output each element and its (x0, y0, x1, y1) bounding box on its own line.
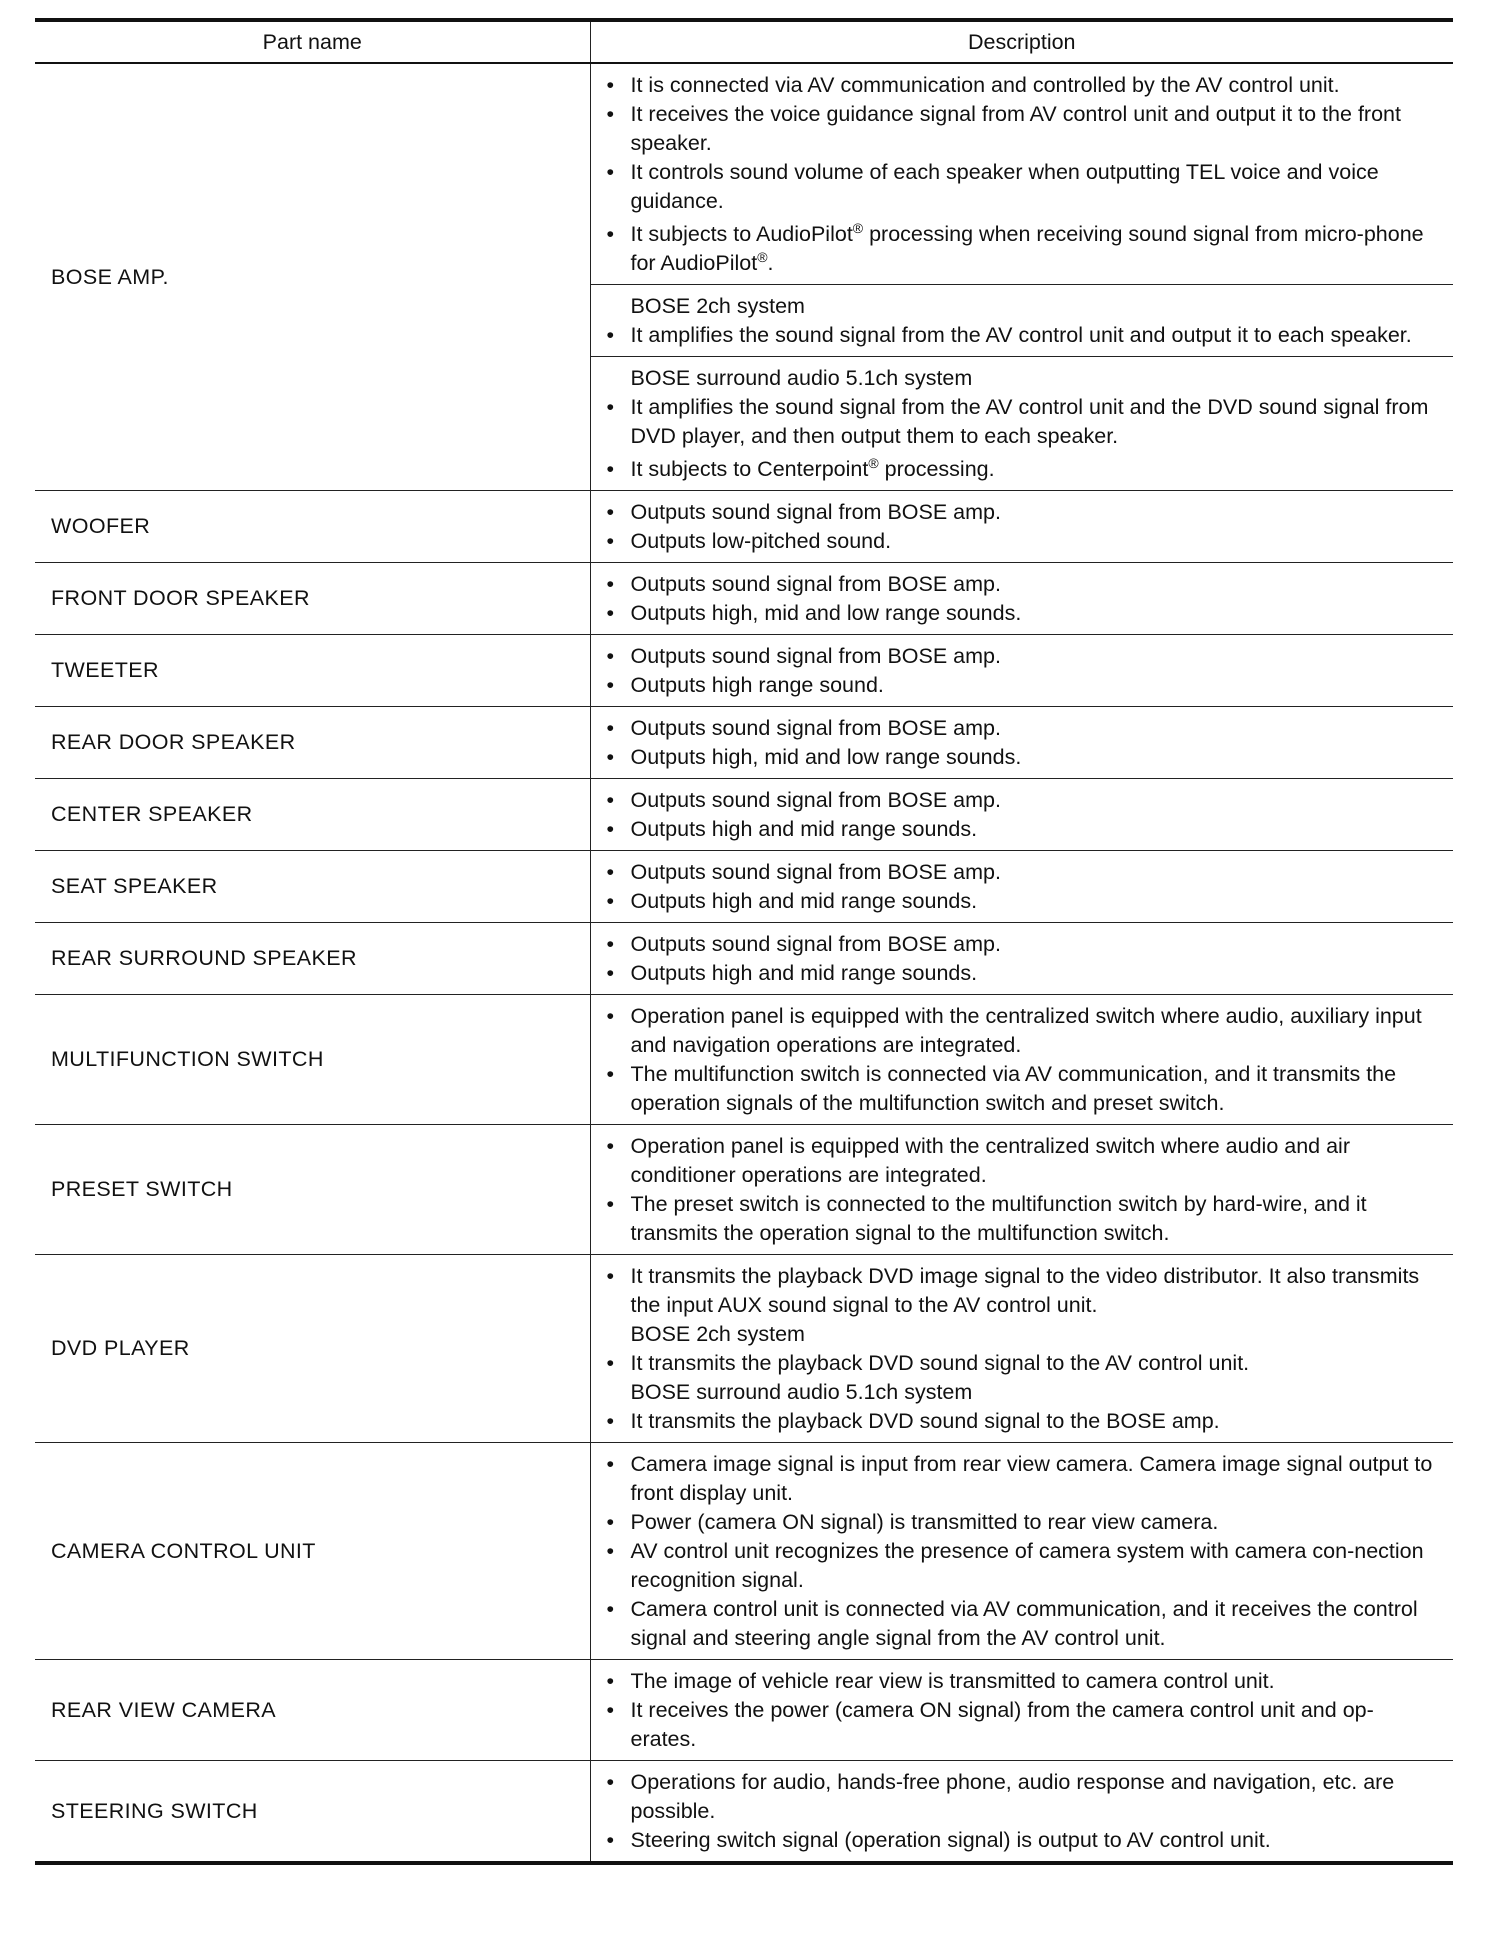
table-row (35, 1125, 1453, 1255)
part-description (590, 563, 1453, 635)
part-name: TWEETER (35, 635, 590, 707)
part-description (590, 635, 1453, 707)
sub-heading: BOSE 2ch system (630, 294, 805, 318)
bose-amp-general-description (590, 63, 1453, 285)
part-name: PRESET SWITCH (35, 1125, 590, 1255)
sub-heading: BOSE surround audio 5.1ch system (630, 1380, 973, 1404)
bullet-item: • It amplifies the sound signal from the AV control unit and the DVD sound signal from DVD player, and then output them to each speaker. (605, 393, 1440, 451)
centerpoint-text-b: processing. (878, 457, 995, 481)
bullet-item-audiopilot (605, 220, 1440, 278)
table-row (35, 491, 1453, 563)
part-name: CENTER SPEAKER (35, 779, 590, 851)
audiopilot-text-c: . (767, 251, 774, 275)
bullet-item: • It transmits the playback DVD image signal to the video distributor. It also transmits the input AUX sound signal to the AV control unit. (605, 1262, 1440, 1320)
part-name-bose-amp: BOSE AMP. (35, 63, 590, 491)
bullet-item: • Outputs low-pitched sound. (605, 527, 1440, 556)
part-description (590, 995, 1453, 1125)
bullet-item: • Steering switch signal (operation signal) is output to AV control unit. (605, 1826, 1440, 1855)
bullet-item: • It transmits the playback DVD sound signal to the AV control unit. (605, 1349, 1440, 1378)
bullet-item: • Outputs high and mid range sounds. (605, 887, 1440, 916)
bullet-item: • Outputs sound signal from BOSE amp. (605, 570, 1440, 599)
registered-mark: ® (868, 454, 879, 471)
bullet-item: • It is connected via AV communication and controlled by the AV control unit. (605, 71, 1440, 100)
part-description (590, 779, 1453, 851)
part-description (590, 1761, 1453, 1864)
part-description (590, 707, 1453, 779)
table-row (35, 1443, 1453, 1660)
table-row (35, 1660, 1453, 1761)
bullet-item: • Outputs high and mid range sounds. (605, 959, 1440, 988)
table-header-row (35, 20, 1453, 63)
part-name: MULTIFUNCTION SWITCH (35, 995, 590, 1125)
header-description: Description (590, 20, 1453, 63)
centerpoint-text-a: It subjects to Centerpoint (630, 457, 869, 481)
audiopilot-text-b: processing when receiving sound signal from micro-phone for AudioPilot (630, 222, 1424, 275)
table-row (35, 851, 1453, 923)
parts-table (35, 18, 1453, 1865)
bullet-item: • Outputs high, mid and low range sounds. (605, 743, 1440, 772)
table-row (35, 563, 1453, 635)
part-name: CAMERA CONTROL UNIT (35, 1443, 590, 1660)
part-name: SEAT SPEAKER (35, 851, 590, 923)
audiopilot-text-a: It subjects to AudioPilot (630, 222, 853, 246)
bullet-item: • It controls sound volume of each speaker when outputting TEL voice and voice guidance. (605, 158, 1440, 216)
part-description (590, 923, 1453, 995)
part-name: WOOFER (35, 491, 590, 563)
bullet-item: • The image of vehicle rear view is transmitted to camera control unit. (605, 1667, 1440, 1696)
registered-mark: ® (852, 219, 864, 236)
bullet-item: • Outputs high range sound. (605, 671, 1440, 700)
part-name: STEERING SWITCH (35, 1761, 590, 1864)
part-description (590, 1660, 1453, 1761)
table-row (35, 923, 1453, 995)
bullet-item: • It receives the power (camera ON signal) from the camera control unit and op-erates. (605, 1696, 1440, 1754)
part-name: REAR DOOR SPEAKER (35, 707, 590, 779)
bullet-item: • It amplifies the sound signal from the AV control unit and output it to each speaker. (605, 321, 1440, 350)
bullet-item: • Outputs high and mid range sounds. (605, 815, 1440, 844)
bullet-item: • It receives the voice guidance signal from AV control unit and output it to the front speaker. (605, 100, 1440, 158)
part-description (590, 1255, 1453, 1443)
table-row (35, 1761, 1453, 1864)
bullet-item: • Camera control unit is connected via AV communication, and it receives the control signal and steering angle signal from the AV control unit. (605, 1595, 1440, 1653)
bullet-item: • Operations for audio, hands-free phone, audio response and navigation, etc. are possible. (605, 1768, 1440, 1826)
part-name: DVD PLAYER (35, 1255, 590, 1443)
bullet-item: • AV control unit recognizes the presence of camera system with camera con-nection recognition signal. (605, 1537, 1440, 1595)
bose-2ch-description (590, 285, 1453, 357)
bullet-item: • The preset switch is connected to the multifunction switch by hard-wire, and it transmits the operation signal to the multifunction switch. (605, 1190, 1440, 1248)
bullet-item: • Outputs high, mid and low range sounds. (605, 599, 1440, 628)
bullet-item-centerpoint (605, 455, 1440, 484)
header-part-name: Part name (35, 20, 590, 63)
sub-heading: BOSE 2ch system (630, 1322, 805, 1346)
table-row (35, 1255, 1453, 1443)
bullet-item: • Operation panel is equipped with the centralized switch where audio and air conditioner operations are integrated. (605, 1132, 1440, 1190)
bullet-item: • Outputs sound signal from BOSE amp. (605, 642, 1440, 671)
table-row (35, 635, 1453, 707)
part-description (590, 851, 1453, 923)
bullet-item: • Camera image signal is input from rear view camera. Camera image signal output to front display unit. (605, 1450, 1440, 1508)
bullet-item: • Outputs sound signal from BOSE amp. (605, 786, 1440, 815)
bullet-item: • Outputs sound signal from BOSE amp. (605, 930, 1440, 959)
part-name: REAR SURROUND SPEAKER (35, 923, 590, 995)
bose-51ch-description (590, 357, 1453, 491)
table-row (35, 779, 1453, 851)
table-row (35, 707, 1453, 779)
part-description (590, 1125, 1453, 1255)
bullet-item: • Outputs sound signal from BOSE amp. (605, 858, 1440, 887)
part-description (590, 491, 1453, 563)
part-description (590, 1443, 1453, 1660)
part-name: FRONT DOOR SPEAKER (35, 563, 590, 635)
bullet-item: • It transmits the playback DVD sound signal to the BOSE amp. (605, 1407, 1440, 1436)
part-name: REAR VIEW CAMERA (35, 1660, 590, 1761)
bullet-item: • Outputs sound signal from BOSE amp. (605, 714, 1440, 743)
sub-heading: BOSE surround audio 5.1ch system (630, 366, 973, 390)
table-row (35, 995, 1453, 1125)
bullet-item: • Power (camera ON signal) is transmitted to rear view camera. (605, 1508, 1440, 1537)
bullet-item: • Operation panel is equipped with the centralized switch where audio, auxiliary input and navigation operations are integrated. (605, 1002, 1440, 1060)
registered-mark: ® (757, 248, 768, 265)
table-row-bose-amp (35, 63, 1453, 285)
bullet-item: • Outputs sound signal from BOSE amp. (605, 498, 1440, 527)
bullet-item: • The multifunction switch is connected via AV communication, and it transmits the operation signals of the multifunction switch and preset switch. (605, 1060, 1440, 1118)
